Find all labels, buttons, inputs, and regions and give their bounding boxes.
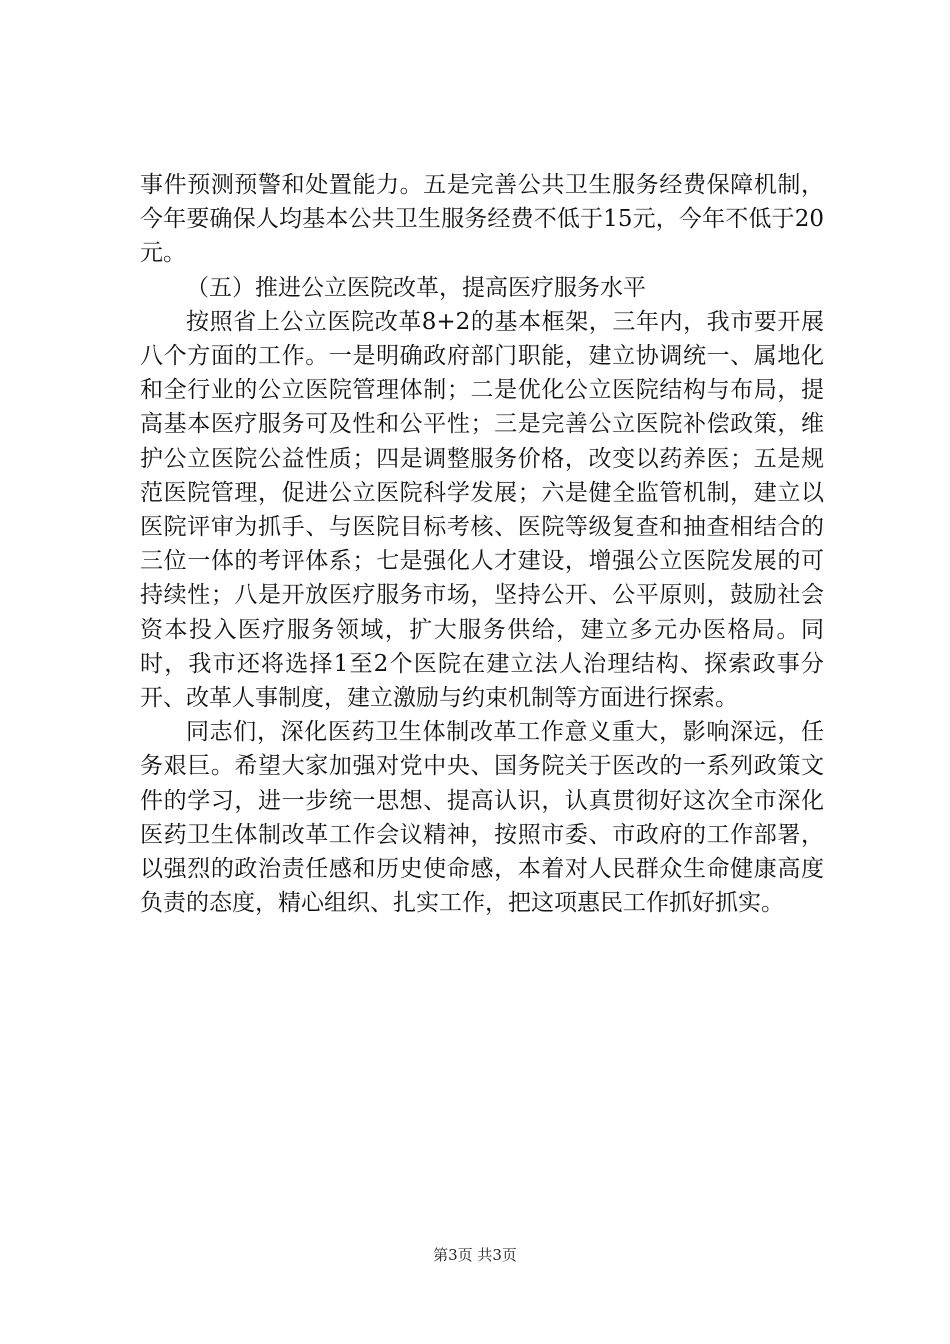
document-body [140,168,824,920]
paragraph-continuation: 事件预测预警和处置能力。五是完善公共卫生服务经费保障机制，今年要确保人均基本公共卫生服务经费不低于15元，今年不低于20元。 [140,172,824,267]
paragraph-hospital-reform: 按照省上公立医院改革8+2的基本框架，三年内，我市要开展八个方面的工作。一是明确政府部门职能，建立协调统一、属地化和全行业的公立医院管理体制；二是优化公立医院结构与布局，提高基本医疗服务可及性和公平性；三是完善公立医院补偿政策，维护公立医院公益性质；四是调整服务价格，改变以药养医；五是规范医院管理，促进公立医院科学发展；六是健全监管机制，建立以医院评审为抓手、与医院目标考核、医院等级复查和抽查相结合的三位一体的考评体系；七是强化人才建设，增强公立医院发展的可持续性；八是开放医疗服务市场，坚持公开、公平原则，鼓励社会资本投入医疗服务领域，扩大服务供给，建立多元办医格局。同时，我市还将选择1至2个医院在建立法人治理结构、探索政事分开、改革人事制度，建立激励与约束机制等方面进行探索。 [140,308,824,712]
page-footer [0,1244,950,1265]
paragraph-closing: 同志们，深化医药卫生体制改革工作意义重大，影响深远，任务艰巨。希望大家加强对党中央、国务院关于医改的一系列政策文件的学习，进一步统一思想、提高认识，认真贯彻好这次全市深化医药卫生体制改革工作会议精神，按照市委、市政府的工作部署，以强烈的政治责任感和历史使命感，本着对人民群众生命健康高度负责的态度，精心组织、扎实工作，把这项惠民工作抓好抓实。 [140,719,824,917]
page-number: 第3页 共3页 [433,1246,517,1264]
section-heading: （五）推进公立医院改革，提高医疗服务水平 [186,274,646,301]
